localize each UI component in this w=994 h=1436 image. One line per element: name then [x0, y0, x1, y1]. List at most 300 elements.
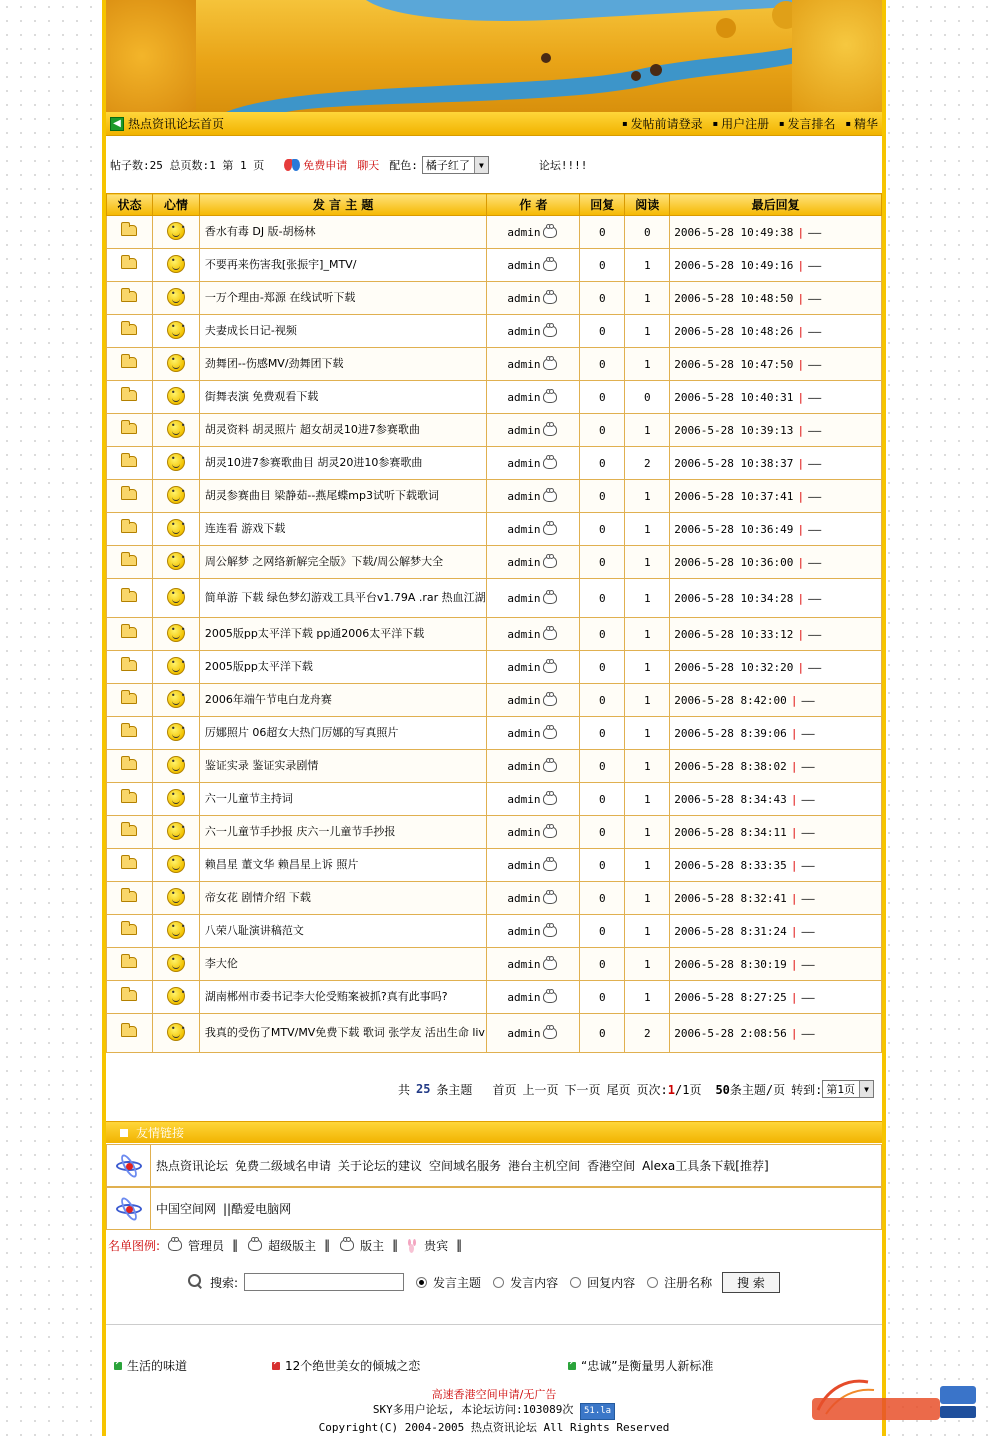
pager-total-suffix: 条主题 [436, 1082, 473, 1097]
topic-title[interactable]: 连连看 游戏下载 [204, 522, 286, 535]
separator: | [797, 423, 805, 437]
author-name[interactable]: admin [507, 627, 541, 641]
nav-links [622, 115, 878, 132]
table-row [107, 849, 882, 882]
mood-cell [152, 783, 199, 816]
last-reply-time[interactable]: 2006-5-28 10:39:13 [674, 423, 794, 437]
status-cell [107, 750, 153, 783]
topic-title[interactable]: 2005版pp太平洋下载 pp通2006太平洋下载 [204, 627, 425, 640]
search-input[interactable] [244, 1273, 404, 1291]
pager-prev[interactable]: 上一页 [522, 1082, 559, 1097]
pager-next[interactable]: 下一页 [564, 1082, 601, 1097]
admin-icon [543, 523, 557, 535]
color-select[interactable] [422, 156, 489, 174]
smiley-icon [167, 288, 185, 306]
mood-cell [152, 414, 199, 447]
news-item-1[interactable] [114, 1357, 187, 1374]
topic-title-cell[interactable] [199, 882, 487, 915]
status-cell [107, 915, 153, 948]
footer-hosting-link[interactable]: 高速香港空间申请/无广告 [431, 1388, 557, 1401]
last-reply-user: —— [808, 456, 822, 470]
topic-title[interactable]: 八荣八耻演讲稿范文 [204, 924, 304, 937]
last-reply-time[interactable]: 2006-5-28 8:34:11 [674, 825, 787, 839]
last-reply-time[interactable]: 2006-5-28 8:27:25 [674, 990, 787, 1004]
author-name[interactable]: admin [507, 891, 541, 905]
replies-cell: 0 [580, 717, 625, 750]
last-reply-cell [670, 480, 882, 513]
table-row [107, 414, 882, 447]
table-row [107, 579, 882, 618]
status-cell [107, 480, 153, 513]
friend-link[interactable]: 热点资讯论坛 [156, 1159, 229, 1173]
status-cell [107, 783, 153, 816]
views-cell: 1 [625, 282, 670, 315]
topic-title[interactable]: 我真的受伤了MTV/MV免费下载 歌词 张学友 活出生命 liv [204, 1026, 485, 1039]
views-cell: 1 [625, 651, 670, 684]
author-name[interactable]: admin [507, 858, 541, 872]
topic-title[interactable]: 胡灵参赛曲目 梁静茹--燕尾蝶mp3试听下载歌词 [204, 489, 440, 502]
author-name[interactable]: admin [507, 825, 541, 839]
friend-link[interactable]: 关于论坛的建议 [338, 1159, 423, 1173]
friend-link[interactable]: ||酷爱电脑网 [223, 1202, 292, 1216]
last-reply-time[interactable]: 2006-5-28 10:38:37 [674, 456, 794, 470]
smiley-icon [167, 255, 185, 273]
smiley-icon [167, 624, 185, 642]
post-stats: 帖子数:25 总页数:1 第 1 页 [110, 159, 265, 172]
admin-icon [543, 424, 557, 436]
replies-cell: 0 [580, 750, 625, 783]
author-name[interactable]: admin [507, 990, 541, 1004]
friend-link[interactable]: 免费二级域名申请 [235, 1159, 332, 1173]
topic-title[interactable]: 帝女花 剧情介绍 下载 [204, 891, 311, 904]
topic-title-cell[interactable] [199, 480, 487, 513]
friend-link[interactable]: 空间域名服务 [429, 1159, 502, 1173]
smiley-icon [167, 789, 185, 807]
topic-title[interactable]: 劲舞团--伤感MV/劲舞团下载 [204, 357, 344, 370]
friend-link[interactable]: 中国空间网 [156, 1202, 217, 1216]
last-reply-time[interactable]: 2006-5-28 10:40:31 [674, 390, 794, 404]
nav-register-link[interactable]: ▪ 用户注册 [713, 115, 769, 132]
status-cell [107, 348, 153, 381]
topic-title-cell[interactable] [199, 414, 487, 447]
author-name[interactable]: admin [507, 522, 541, 536]
author-cell [487, 447, 580, 480]
last-reply-cell [670, 513, 882, 546]
last-reply-time[interactable]: 2006-5-28 10:34:28 [674, 591, 794, 605]
topic-title[interactable]: 街舞表演 免费观看下载 [204, 390, 319, 403]
author-name[interactable]: admin [507, 489, 541, 503]
last-reply-time[interactable]: 2006-5-28 10:49:38 [674, 225, 794, 239]
free-apply-label: 免费申请 [303, 159, 348, 172]
topic-title-cell[interactable] [199, 546, 487, 579]
header-topic: 发 言 主 题 [199, 194, 487, 216]
pager-page-indicator [637, 1081, 702, 1098]
author-name[interactable]: admin [507, 555, 541, 569]
last-reply-user: —— [808, 489, 822, 503]
topic-title[interactable]: 一万个理由-郑源 在线试听下载 [204, 291, 356, 304]
author-cell [487, 348, 580, 381]
topic-title-cell[interactable] [199, 816, 487, 849]
author-name[interactable]: admin [507, 660, 541, 674]
separator: | [797, 390, 805, 404]
footer-copyright: Copyright(C) 2004-2005 热点资讯论坛 All Rights Reserved [318, 1421, 670, 1434]
table-header-row [107, 194, 882, 216]
last-reply-time[interactable]: 2006-5-28 8:42:00 [674, 693, 787, 707]
table-row [107, 651, 882, 684]
status-cell [107, 849, 153, 882]
topic-title[interactable]: 不要再来伤害我[张振宇]_MTV/ [204, 258, 357, 271]
table-row [107, 546, 882, 579]
pager [106, 1078, 882, 1100]
last-reply-time[interactable]: 2006-5-28 8:33:35 [674, 858, 787, 872]
admin-icon [543, 1027, 557, 1039]
topic-title-cell[interactable] [199, 915, 487, 948]
views-cell: 0 [625, 216, 670, 249]
smiley-icon [167, 822, 185, 840]
pager-goto-select[interactable] [822, 1080, 874, 1098]
friend-link[interactable]: 港台主机空间 [508, 1159, 581, 1173]
home-link[interactable] [110, 115, 224, 132]
status-cell [107, 981, 153, 1014]
topic-title-cell[interactable] [199, 750, 487, 783]
topic-title[interactable]: 六一儿童节主持词 [204, 792, 293, 805]
topic-title-cell[interactable] [199, 849, 487, 882]
topic-title-cell[interactable] [199, 948, 487, 981]
header-last-reply: 最后回复 [670, 194, 882, 216]
info-bar [106, 150, 882, 180]
topic-title-cell[interactable] [199, 1014, 487, 1053]
admin-icon [543, 292, 557, 304]
author-cell [487, 480, 580, 513]
last-reply-time[interactable]: 2006-5-28 10:37:41 [674, 489, 794, 503]
topic-title-cell[interactable] [199, 513, 487, 546]
topic-title[interactable]: 夫妻成长日记-视频 [204, 324, 297, 337]
author-name[interactable]: admin [507, 291, 541, 305]
mood-cell [152, 915, 199, 948]
author-name[interactable]: admin [507, 924, 541, 938]
topic-title-cell[interactable] [199, 717, 487, 750]
friend-links-row-2 [106, 1187, 882, 1230]
status-cell [107, 882, 153, 915]
status-cell [107, 948, 153, 981]
divider [106, 1324, 882, 1325]
views-cell: 1 [625, 579, 670, 618]
smiley-icon [167, 588, 185, 606]
topic-title-cell[interactable] [199, 216, 487, 249]
last-reply-time[interactable]: 2006-5-28 10:47:50 [674, 357, 794, 371]
last-reply-cell [670, 414, 882, 447]
pager-last[interactable]: 尾页 [606, 1082, 631, 1097]
author-cell [487, 783, 580, 816]
nav-login-link[interactable]: ▪ 发帖前请登录 [622, 115, 702, 132]
last-reply-time[interactable]: 2006-5-28 10:49:16 [674, 258, 794, 272]
topic-title[interactable]: 周公解梦 之网络新解完全版》下载/周公解梦大全 [204, 555, 444, 568]
folder-icon [121, 660, 137, 671]
topic-title-cell[interactable] [199, 981, 487, 1014]
arrow-bullet-icon [568, 1362, 576, 1370]
views-cell: 1 [625, 684, 670, 717]
last-reply-cell [670, 849, 882, 882]
friend-link[interactable]: Alexa工具条下载[推荐] [642, 1159, 769, 1173]
author-name[interactable]: admin [507, 324, 541, 338]
home-link-label: 热点资讯论坛首页 [128, 117, 225, 131]
admin-icon [543, 826, 557, 838]
author-name[interactable]: admin [507, 390, 541, 404]
banner-image [106, 0, 882, 112]
separator: | [797, 555, 805, 569]
topic-title[interactable]: 2005版pp太平洋下载 [204, 660, 313, 673]
folder-icon [121, 792, 137, 803]
topic-title-cell[interactable] [199, 579, 487, 618]
author-cell [487, 981, 580, 1014]
topic-title-cell[interactable] [199, 348, 487, 381]
pager-per-page-num: 50 [715, 1082, 730, 1097]
chat-link[interactable]: 聊天 [357, 159, 380, 172]
author-name[interactable]: admin [507, 357, 541, 371]
status-cell [107, 315, 153, 348]
pager-page-sep: / [674, 1082, 683, 1097]
author-cell [487, 579, 580, 618]
autumn-trees-left [106, 0, 196, 112]
news-item-1-label: 生活的味道 [127, 1359, 188, 1373]
author-name[interactable]: admin [507, 1026, 541, 1040]
last-reply-user: —— [808, 591, 822, 605]
folder-icon [121, 555, 137, 566]
folder-icon [121, 726, 137, 737]
table-row [107, 948, 882, 981]
last-reply-time[interactable]: 2006-5-28 8:39:06 [674, 726, 787, 740]
last-reply-time[interactable]: 2006-5-28 8:38:02 [674, 759, 787, 773]
topic-title-cell[interactable] [199, 618, 487, 651]
pager-total-prefix: 共 [397, 1082, 410, 1097]
replies-cell: 0 [580, 816, 625, 849]
nav-elite-link[interactable]: ▪ 精华 [846, 115, 878, 132]
author-cell [487, 717, 580, 750]
topic-title[interactable]: 香水有毒 DJ 版-胡杨林 [204, 225, 316, 238]
separator: | [790, 891, 798, 905]
topic-title[interactable]: 赖昌星 董文华 赖昌星上诉 照片 [204, 858, 359, 871]
topic-title-cell[interactable] [199, 651, 487, 684]
author-name[interactable]: admin [507, 258, 541, 272]
admin-icon [543, 793, 557, 805]
views-cell: 1 [625, 546, 670, 579]
folder-icon [121, 291, 137, 302]
last-reply-user: —— [801, 891, 815, 905]
views-cell: 1 [625, 783, 670, 816]
last-reply-time[interactable]: 2006-5-28 10:36:00 [674, 555, 794, 569]
table-row [107, 447, 882, 480]
last-reply-time[interactable]: 2006-5-28 8:32:41 [674, 891, 787, 905]
friend-links-list-2 [151, 1188, 881, 1229]
author-name[interactable]: admin [507, 792, 541, 806]
topic-title-cell[interactable] [199, 447, 487, 480]
author-name[interactable]: admin [507, 456, 541, 470]
topic-title[interactable]: 湖南郴州市委书记李大伦受贿案被抓?真有此事吗? [204, 990, 448, 1003]
folder-icon [121, 390, 137, 401]
atom-icon [116, 1196, 142, 1222]
folder-icon [121, 825, 137, 836]
last-reply-time[interactable]: 2006-5-28 10:33:12 [674, 627, 794, 641]
color-label: 配色: [389, 159, 418, 172]
mood-cell [152, 381, 199, 414]
admin-icon [543, 628, 557, 640]
last-reply-cell [670, 579, 882, 618]
last-reply-cell [670, 717, 882, 750]
views-cell: 2 [625, 1014, 670, 1053]
author-cell [487, 1014, 580, 1053]
friend-links-list-1 [151, 1145, 881, 1186]
views-cell: 1 [625, 816, 670, 849]
admin-icon [543, 727, 557, 739]
last-reply-time[interactable]: 2006-5-28 10:36:49 [674, 522, 794, 536]
separator: | [797, 660, 805, 674]
last-reply-time[interactable]: 2006-5-28 10:32:20 [674, 660, 794, 674]
table-row [107, 315, 882, 348]
radio-topic[interactable] [416, 1277, 427, 1288]
topic-title[interactable]: 李大伦 [204, 957, 238, 970]
views-cell: 1 [625, 981, 670, 1014]
views-cell: 1 [625, 849, 670, 882]
author-cell [487, 651, 580, 684]
topic-title[interactable]: 简单游 下载 绿色梦幻游戏工具平台v1.79A .rar 热血江湖 [204, 591, 486, 604]
topic-title-cell[interactable] [199, 249, 487, 282]
author-cell [487, 249, 580, 282]
author-name[interactable]: admin [507, 591, 541, 605]
radio-reply[interactable] [570, 1277, 581, 1288]
last-reply-time[interactable]: 2006-5-28 10:48:26 [674, 324, 794, 338]
mood-cell [152, 948, 199, 981]
news-item-2[interactable] [272, 1357, 420, 1374]
table-row [107, 282, 882, 315]
author-cell [487, 315, 580, 348]
author-name[interactable]: admin [507, 225, 541, 239]
author-name[interactable]: admin [507, 957, 541, 971]
back-arrow-icon: ◀ [110, 117, 124, 131]
smiley-icon [167, 519, 185, 537]
separator: | [797, 258, 805, 272]
last-reply-user: —— [801, 792, 815, 806]
topic-title-cell[interactable] [199, 783, 487, 816]
free-apply-link[interactable] [284, 157, 347, 173]
separator: | [790, 825, 798, 839]
topic-title-cell[interactable] [199, 381, 487, 414]
pager-first[interactable]: 首页 [492, 1082, 517, 1097]
search-button[interactable]: 搜 索 [722, 1272, 780, 1293]
replies-cell: 0 [580, 651, 625, 684]
author-cell [487, 282, 580, 315]
views-cell: 1 [625, 717, 670, 750]
author-name[interactable]: admin [507, 423, 541, 437]
table-row [107, 618, 882, 651]
author-name[interactable]: admin [507, 693, 541, 707]
status-cell [107, 579, 153, 618]
last-reply-cell [670, 216, 882, 249]
author-cell [487, 816, 580, 849]
legend-admin: 管理员 [188, 1238, 225, 1253]
last-reply-time[interactable]: 2006-5-28 8:34:43 [674, 792, 787, 806]
mood-cell [152, 684, 199, 717]
replies-cell: 0 [580, 915, 625, 948]
topic-title[interactable]: 厉娜照片 06超女大热门厉娜的写真照片 [204, 726, 399, 739]
topic-title[interactable]: 胡灵资料 胡灵照片 超女胡灵10进7参赛歌曲 [204, 423, 420, 436]
stats-badge[interactable]: 51.la [580, 1403, 615, 1420]
author-name[interactable]: admin [507, 759, 541, 773]
arrow-bullet-icon [272, 1362, 280, 1370]
mood-cell [152, 216, 199, 249]
author-cell [487, 216, 580, 249]
admin-icon [543, 661, 557, 673]
last-reply-cell [670, 282, 882, 315]
smiley-icon [167, 756, 185, 774]
replies-cell: 0 [580, 414, 625, 447]
topic-title[interactable]: 2006年端午节电白龙舟赛 [204, 693, 332, 706]
replies-cell: 0 [580, 618, 625, 651]
pager-page-label: 页次: [636, 1082, 668, 1097]
last-reply-user: —— [801, 759, 815, 773]
last-reply-time[interactable]: 2006-5-28 10:48:50 [674, 291, 794, 305]
topic-title[interactable]: 胡灵10进7参赛歌曲目 胡灵20进10参赛歌曲 [204, 456, 423, 469]
smiley-icon [167, 690, 185, 708]
last-reply-time[interactable]: 2006-5-28 8:31:24 [674, 924, 787, 938]
replies-cell: 0 [580, 1014, 625, 1053]
table-row [107, 381, 882, 414]
author-name[interactable]: admin [507, 726, 541, 740]
admin-icon [168, 1239, 182, 1251]
pager-page-total: 1 [682, 1082, 690, 1097]
table-row [107, 513, 882, 546]
watermark-logo [808, 1368, 988, 1428]
mood-cell [152, 579, 199, 618]
topic-title-cell[interactable] [199, 684, 487, 717]
author-cell [487, 618, 580, 651]
news-item-3[interactable] [568, 1357, 713, 1374]
chevron-down-icon: ▼ [859, 1081, 873, 1097]
status-cell [107, 717, 153, 750]
folder-icon [121, 957, 137, 968]
author-cell [487, 546, 580, 579]
last-reply-time[interactable]: 2006-5-28 8:30:19 [674, 957, 787, 971]
nav-ranking-link[interactable]: ▪ 发言排名 [779, 115, 835, 132]
status-cell [107, 651, 153, 684]
replies-cell: 0 [580, 480, 625, 513]
search-icon [188, 1274, 204, 1290]
topic-title-cell[interactable] [199, 282, 487, 315]
separator: | [790, 1026, 798, 1040]
author-cell [487, 414, 580, 447]
separator: | [797, 627, 805, 641]
mood-cell [152, 546, 199, 579]
autumn-trees-right [792, 0, 882, 112]
author-cell [487, 750, 580, 783]
legend-separator: ‖ [456, 1238, 463, 1252]
footer-visits [106, 1402, 882, 1420]
last-reply-user: —— [808, 258, 822, 272]
topic-title-cell[interactable] [199, 315, 487, 348]
topic-title[interactable]: 六一儿童节手抄报 庆六一儿童节手抄报 [204, 825, 396, 838]
last-reply-time[interactable]: 2006-5-28 2:08:56 [674, 1026, 787, 1040]
friend-link[interactable]: 香港空间 [587, 1159, 636, 1173]
folder-icon [121, 456, 137, 467]
separator: | [790, 759, 798, 773]
radio-content[interactable] [493, 1277, 504, 1288]
news-item-2-label: 12个绝世美女的倾城之恋 [285, 1359, 421, 1373]
footer-visits-text: SKY多用户论坛, 本论坛访问:103089次 [372, 1403, 574, 1416]
topic-title[interactable]: 鉴证实录 鉴证实录剧情 [204, 759, 319, 772]
radio-username[interactable] [647, 1277, 658, 1288]
mood-cell [152, 348, 199, 381]
smiley-icon [167, 987, 185, 1005]
admin-icon [543, 457, 557, 469]
